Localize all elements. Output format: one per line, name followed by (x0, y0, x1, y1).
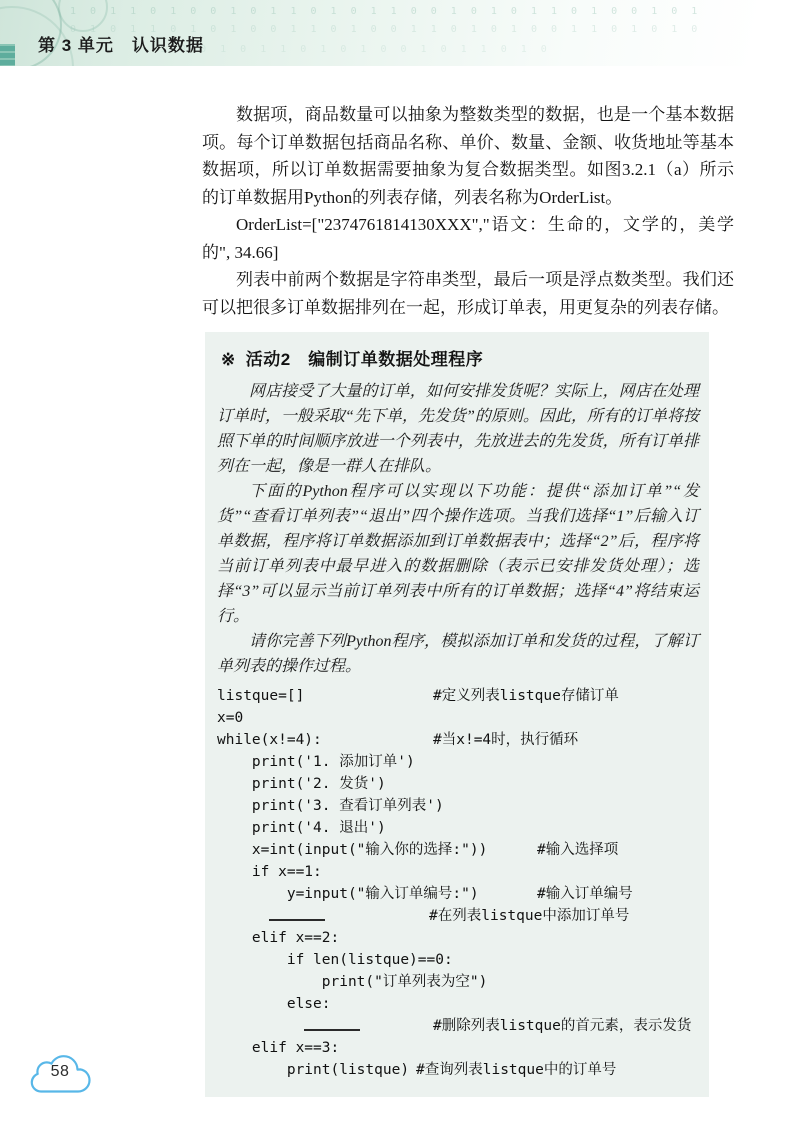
code-text: print('2. 发货') (217, 776, 386, 792)
page-number: 58 (50, 1063, 70, 1080)
page-header (0, 0, 794, 66)
code-text: print('4. 退出') (217, 820, 386, 836)
binary-pattern-decoration: 0 1 0 1 1 0 1 0 1 0 0 1 1 0 1 0 0 1 1 0 1 0 1 0 0 1 1 0 1 0 1 0 (70, 24, 702, 35)
code-comment: #查询列表listque中的订单号 (416, 1062, 617, 1078)
code-line (217, 1037, 699, 1059)
code-comment: #定义列表listque存储订单 (433, 688, 619, 704)
activity-marker-icon: ※ (221, 350, 236, 369)
intro-text-block (202, 101, 734, 321)
code-line (217, 883, 699, 905)
fill-in-blank-line (269, 905, 325, 921)
code-comment: #输入订单编号 (537, 886, 633, 902)
code-line (217, 971, 699, 993)
code-text (217, 1019, 360, 1035)
code-line (217, 839, 699, 861)
code-comment: #输入选择项 (537, 842, 619, 858)
code-line (217, 729, 699, 751)
intro-paragraph: 列表中前两个数据是字符串类型，最后一项是浮点数类型。我们还可以把很多订单数据排列在一起，形成订单表，用更复杂的列表存储。 (202, 270, 734, 317)
code-comment: #删除列表listque的首元素，表示发货 (433, 1018, 692, 1034)
code-line (217, 861, 699, 883)
activity-title-text: 活动2 编制订单数据处理程序 (245, 350, 484, 369)
code-blank-line (217, 905, 699, 927)
activity-box (205, 332, 709, 1097)
code-line (217, 773, 699, 795)
code-text: else: (217, 996, 331, 1012)
code-text: x=0 (217, 710, 244, 726)
code-text: x=int(input("输入你的选择:")) (217, 842, 488, 858)
activity-title (221, 345, 699, 370)
code-text: elif x==3: (217, 1040, 340, 1056)
code-line (217, 927, 699, 949)
activity-paragraph: 下面的Python程序可以实现以下功能：提供“添加订单”“发货”“查看订单列表”“退出”四个操作选项。当我们选择“1”后输入订单数据，程序将订单数据添加到订单数据表中；选择“2”后，程序将当前订单列表中最早进入的数据删除（表示已安排发货处理）；选择“3”可以显示当前订单列表中所有的订单数据；选择“4”将结束运行。 (217, 483, 699, 625)
unit-title: 第 3 单元 认识数据 (38, 36, 204, 55)
python-code-block (217, 685, 699, 1081)
code-line (217, 949, 699, 971)
fill-in-blank-line (304, 1015, 360, 1031)
code-text: while(x!=4): (217, 732, 322, 748)
code-text: print("订单列表为空") (217, 974, 488, 990)
header-chip-decoration (0, 44, 15, 66)
code-blank-line (217, 1015, 699, 1037)
code-line (217, 817, 699, 839)
page-number-cloud (28, 1049, 92, 1099)
intro-paragraph: 数据项，商品数量可以抽象为整数类型的数据，也是一个基本数据项。每个订单数据包括商品名称、单价、数量、金额、收货地址等基本数据项，所以订单数据需要抽象为复合数据类型。如图3.2.1（a）所示的订单数据用Python的列表存储，列表名称为OrderList。 (202, 105, 734, 207)
code-text: elif x==2: (217, 930, 340, 946)
code-line (217, 1059, 699, 1081)
code-line (217, 707, 699, 729)
binary-pattern-decoration: 1 0 0 1 0 1 1 0 1 0 1 0 0 1 0 1 1 0 1 0 (160, 44, 551, 55)
code-line (217, 685, 699, 707)
code-line (217, 795, 699, 817)
code-text: y=input("输入订单编号:") (217, 886, 479, 902)
code-text: print(listque) (217, 1062, 410, 1078)
code-comment: #在列表listque中添加订单号 (429, 908, 630, 924)
code-text (217, 909, 325, 925)
code-text: print('3. 查看订单列表') (217, 798, 444, 814)
activity-paragraph: 请你完善下列Python程序，模拟添加订单和发货的过程，了解订单列表的操作过程。 (217, 633, 699, 675)
intro-paragraph-orderlist: OrderList=["2374761814130XXX","语文：生命的，文学的，美学的", 34.66] (202, 215, 734, 262)
code-line (217, 993, 699, 1015)
activity-paragraph: 网店接受了大量的订单，如何安排发货呢？实际上，网店在处理订单时，一般采取“先下单，先发货”的原则。因此，所有的订单将按照下单的时间顺序放进一个列表中，先放进去的先发货，所有订单排列在一起，像是一群人在排队。 (217, 383, 699, 475)
code-text: print('1. 添加订单') (217, 754, 415, 770)
code-line (217, 751, 699, 773)
code-text: if len(listque)==0: (217, 952, 453, 968)
code-text: listque=[] (217, 688, 305, 704)
code-text: if x==1: (217, 864, 322, 880)
binary-pattern-decoration: 1 0 1 1 0 1 0 0 1 0 1 1 0 1 0 1 1 0 0 1 0 1 0 1 1 0 1 0 0 1 0 1 (70, 6, 702, 17)
code-comment: #当x!=4时，执行循环 (433, 732, 579, 748)
